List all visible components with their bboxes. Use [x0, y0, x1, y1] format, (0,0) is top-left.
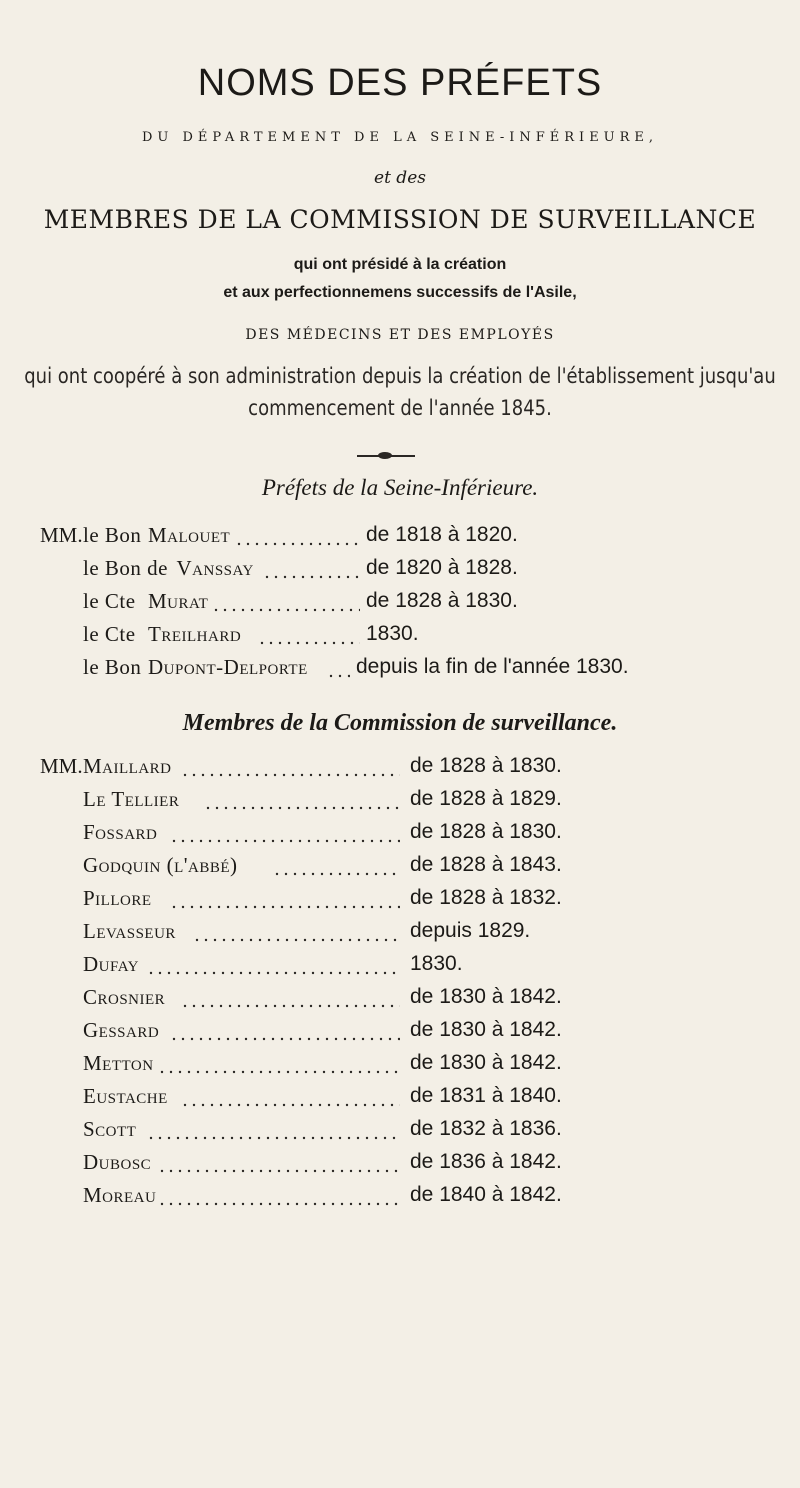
doctors-heading: DES MÉDECINS ET DES EMPLOYÉS [245, 327, 555, 343]
commission-heading: MEMBRES DE LA COMMISSION DE SURVEILLANCE [43, 205, 757, 234]
member-dates: de 1828 à 1829. [410, 787, 562, 810]
leader-dots-icon [235, 525, 361, 551]
member-leader-dots [181, 1086, 400, 1112]
members-heading: Membres de la Commission de surveillance. [182, 710, 618, 736]
member-row [40, 1051, 800, 1081]
member-name: Dufay [83, 952, 140, 976]
department-subtitle: DU DÉPARTEMENT DE LA SEINE-INFÉRIEURE, [141, 130, 659, 145]
member-name: Pillore [83, 886, 152, 910]
prefect-dates: de 1818 à 1820. [366, 523, 518, 546]
member-dates: de 1830 à 1842. [410, 985, 562, 1008]
prefect-dates: 1830. [366, 622, 419, 645]
page-title: NOMS DES PRÉFETS [197, 62, 603, 104]
member-name: Fossard [83, 820, 158, 844]
leader-dots-icon [147, 1119, 401, 1145]
member-dates: de 1828 à 1830. [410, 820, 562, 843]
prefect-dates: depuis la fin de l'année 1830. [356, 655, 629, 678]
member-dates: 1830. [410, 952, 463, 975]
leader-dots-icon [147, 954, 401, 980]
leader-dots-icon [193, 921, 401, 947]
member-leader-dots [147, 954, 401, 980]
leader-dots-icon [158, 1185, 400, 1211]
prefect-row [40, 589, 800, 619]
prefect-leader-dots [327, 657, 351, 683]
leader-dots-icon [212, 591, 361, 617]
members-mm-label: MM. [40, 754, 83, 778]
prefect-title: le Bon [83, 523, 142, 547]
member-leader-dots [181, 987, 400, 1013]
prefect-name: Dupont-Delporte [148, 655, 308, 679]
leader-dots-icon [181, 756, 400, 782]
member-dates: de 1830 à 1842. [410, 1051, 562, 1074]
prefects-heading: Préfets de la Seine-Inférieure. [261, 475, 539, 500]
member-row [40, 853, 800, 883]
leader-dots-icon [170, 822, 401, 848]
prefect-row [40, 556, 800, 586]
member-dates: depuis 1829. [410, 919, 531, 942]
member-leader-dots [204, 789, 400, 815]
member-leader-dots [158, 1185, 400, 1211]
member-dates: de 1828 à 1830. [410, 754, 562, 777]
conjunction-line: et des [374, 168, 426, 188]
ornamental-rule-center [378, 452, 392, 459]
prefect-row [40, 523, 800, 553]
leader-dots-icon [170, 888, 401, 914]
cooperated-line-1: qui ont coopéré à son administration depuis la création de l'établissement jusqu'au [24, 364, 776, 390]
member-leader-dots [181, 756, 400, 782]
prefect-leader-dots [263, 558, 360, 584]
leader-dots-icon [158, 1152, 400, 1178]
prefect-name: Malouet [148, 523, 231, 547]
member-name: Eustache [83, 1084, 168, 1108]
prefect-title: le Bon de [83, 556, 168, 580]
member-row [40, 754, 800, 784]
member-row [40, 919, 800, 949]
member-name: Levasseur [83, 919, 176, 943]
prefect-name: Vanssay [176, 556, 254, 580]
member-name: Moreau [83, 1183, 157, 1207]
member-dates: de 1830 à 1842. [410, 1018, 562, 1041]
prefect-title: le Bon [83, 655, 142, 679]
leader-dots-icon [158, 1053, 400, 1079]
member-dates: de 1836 à 1842. [410, 1150, 562, 1173]
member-leader-dots [147, 1119, 401, 1145]
member-name: Dubosc [83, 1150, 152, 1174]
member-row [40, 886, 800, 916]
prefect-name: Murat [148, 589, 209, 613]
member-leader-dots [158, 1053, 400, 1079]
member-name: Godquin (l'abbé) [83, 853, 238, 877]
member-row [40, 820, 800, 850]
member-leader-dots [158, 1152, 400, 1178]
prefect-dates: de 1828 à 1830. [366, 589, 518, 612]
member-row [40, 787, 800, 817]
member-leader-dots [193, 921, 401, 947]
leader-dots-icon [170, 1020, 401, 1046]
member-dates: de 1840 à 1842. [410, 1183, 562, 1206]
member-leader-dots [273, 855, 400, 881]
prefect-title: le Cte [83, 589, 136, 613]
cooperated-line-2: commencement de l'année 1845. [248, 396, 552, 422]
member-row [40, 985, 800, 1015]
prefect-dates: de 1820 à 1828. [366, 556, 518, 579]
member-row [40, 1084, 800, 1114]
member-row [40, 1150, 800, 1180]
improvements-line: et aux perfectionnemens successifs de l'Asile, [223, 284, 577, 301]
member-name: Scott [83, 1117, 137, 1141]
leader-dots-icon [181, 1086, 400, 1112]
prefect-leader-dots [235, 525, 361, 551]
prefect-title: le Cte [83, 622, 136, 646]
member-dates: de 1828 à 1832. [410, 886, 562, 909]
leader-dots-icon [181, 987, 400, 1013]
member-leader-dots [170, 888, 401, 914]
member-dates: de 1831 à 1840. [410, 1084, 562, 1107]
prefect-leader-dots [212, 591, 361, 617]
member-row [40, 952, 800, 982]
member-leader-dots [170, 822, 401, 848]
prefect-row [40, 655, 800, 685]
prefects-mm-label: MM. [40, 523, 83, 547]
member-name: Maillard [83, 754, 172, 778]
leader-dots-icon [273, 855, 400, 881]
member-name: Metton [83, 1051, 154, 1075]
member-name: Crosnier [83, 985, 166, 1009]
member-dates: de 1828 à 1843. [410, 853, 562, 876]
member-name: Le Tellier [83, 787, 180, 811]
member-row [40, 1117, 800, 1147]
member-dates: de 1832 à 1836. [410, 1117, 562, 1140]
member-name: Gessard [83, 1018, 160, 1042]
leader-dots-icon [327, 657, 351, 683]
leader-dots-icon [204, 789, 400, 815]
prefect-row [40, 622, 800, 652]
member-row [40, 1018, 800, 1048]
prefect-name: Treilhard [148, 622, 242, 646]
member-leader-dots [170, 1020, 401, 1046]
leader-dots-icon [258, 624, 361, 650]
presided-line: qui ont présidé à la création [293, 256, 507, 273]
member-row [40, 1183, 800, 1213]
prefect-leader-dots [258, 624, 361, 650]
leader-dots-icon [263, 558, 360, 584]
